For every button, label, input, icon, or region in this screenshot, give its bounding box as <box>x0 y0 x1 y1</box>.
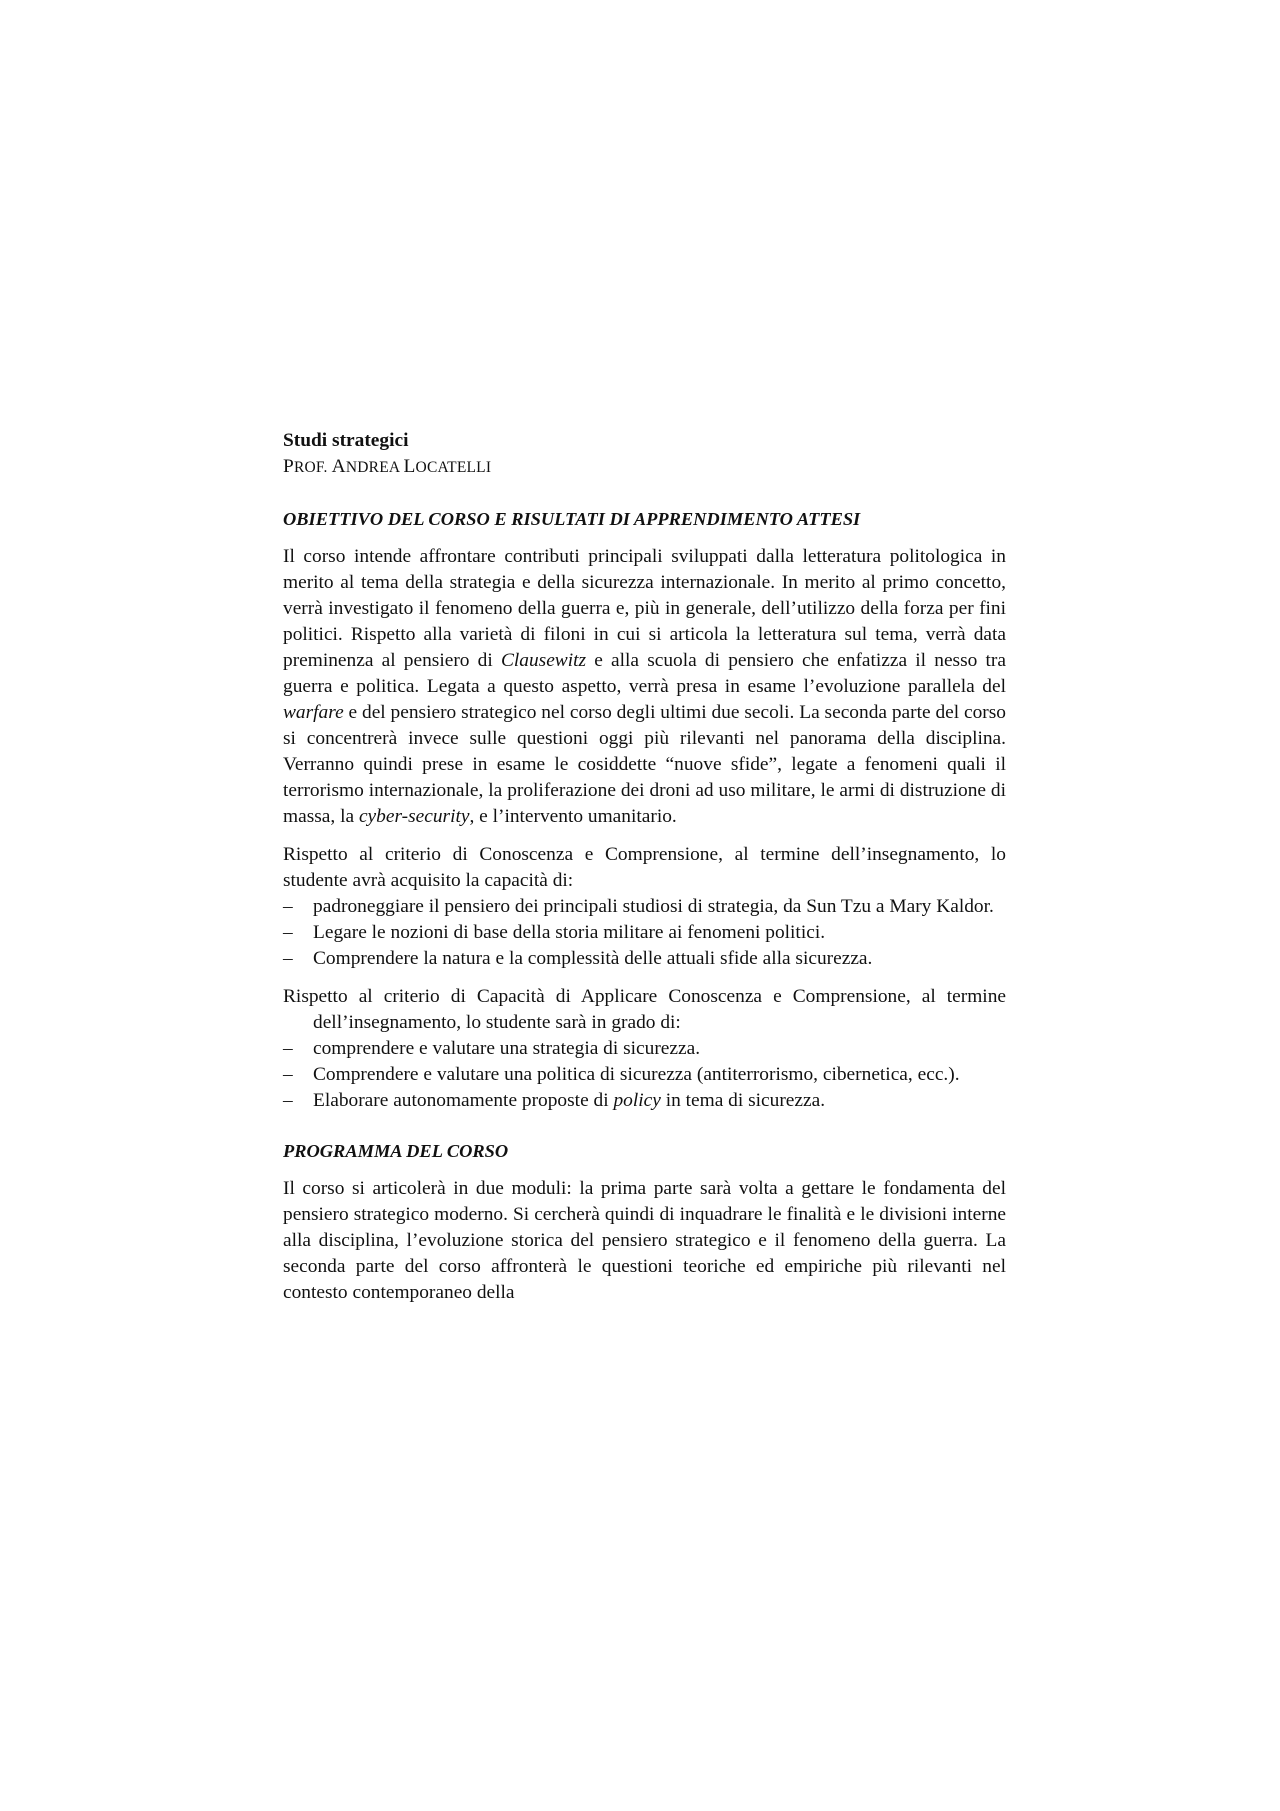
dash-marker: – <box>283 922 293 943</box>
list-item <box>283 946 1006 972</box>
intro-text-4: , e l’intervento umanitario. <box>469 806 677 827</box>
applying-list <box>283 1036 1006 1114</box>
objectives-intro-paragraph <box>283 544 1006 830</box>
professor-last-rest: OCATELLI <box>415 459 492 476</box>
professor-prefix-initial: P <box>283 456 294 477</box>
intro-italic-cyber-security: cyber-security <box>358 806 470 827</box>
list-item-text: Legare le nozioni di base della storia militare ai fenomeni politici. <box>313 922 826 943</box>
intro-italic-warfare: warfare <box>283 702 344 723</box>
list-item <box>283 920 1006 946</box>
intro-italic-clausewitz: Clausewitz <box>500 650 587 671</box>
list-item-text-end: in tema di sicurezza. <box>660 1090 826 1111</box>
objectives-heading: OBIETTIVO DEL CORSO E RISULTATI DI APPRENDIMENTO ATTESI <box>283 509 861 529</box>
list-item <box>283 894 1006 920</box>
list-item <box>283 1036 1006 1062</box>
program-paragraph: Il corso si articolerà in due moduli: la prima parte sarà volta a gettare le fondamenta del pensiero strategico moderno. Si cercherà quindi di inquadrare le finalità e le divisioni interne alla disciplina, l’evoluzione storica del pensiero strategico e il fenomeno della guerra. La seconda parte del corso affronterà le questioni teoriche ed empiriche più rilevanti nel contesto contemporaneo della <box>283 1178 1006 1303</box>
intro-text-2: e alla scuola di pensiero che enfatizza il nesso tra guerra e politica. Legata a questo aspetto, verrà presa in esame l’evoluzione parallela del <box>283 650 1006 697</box>
list-item <box>283 1062 1006 1088</box>
list-item-text: Comprendere e valutare una politica di sicurezza (antiterrorismo, cibernetica, ecc.). <box>313 1064 960 1085</box>
list-item-text: comprendere e valutare una strategia di sicurezza. <box>313 1038 701 1059</box>
list-item-text: padroneggiare il pensiero dei principali studiosi di strategia, da Sun Tzu a Mary Kaldor. <box>313 896 994 917</box>
knowledge-intro: Rispetto al criterio di Conoscenza e Comprensione, al termine dell’insegnamento, lo studente avrà acquisito la capacità di: <box>283 844 1006 891</box>
professor-first-initial: A <box>331 456 346 477</box>
dash-marker: – <box>283 948 293 969</box>
list-item-text: Comprendere la natura e la complessità delle attuali sfide alla sicurezza. <box>313 948 873 969</box>
list-item <box>283 1088 1006 1114</box>
knowledge-list <box>283 894 1006 972</box>
dash-marker: – <box>283 1064 293 1085</box>
dash-marker: – <box>283 1038 293 1059</box>
professor-prefix-rest: ROF. <box>293 459 328 476</box>
list-item-text-start: Elaborare autonomamente proposte di <box>313 1090 614 1111</box>
document-page <box>283 428 1006 1306</box>
professor-last-initial: L <box>403 456 416 477</box>
intro-text-1: Il corso intende affrontare contributi principali sviluppati dalla letteratura politologica in merito al tema della strategia e della sicurezza internazionale. In merito al primo concetto, verrà investigato il fenomeno della guerra e, più in generale, dell’utilizzo della forza per fini politici. Rispetto alla varietà di filoni in cui si articola la letteratura sul tema, verrà data preminenza al pensiero di <box>283 546 1006 671</box>
professor-name <box>283 456 1006 479</box>
list-item-italic-policy: policy <box>613 1090 661 1111</box>
dash-marker: – <box>283 896 293 917</box>
intro-text-3: e del pensiero strategico nel corso degli ultimi due secoli. La seconda parte del corso si concentrerà invece sulle questioni oggi più rilevanti nel panorama della disciplina. Verranno quindi prese in esame le cosiddette “nuove sfide”, legate a fenomeni quali il terrorismo internazionale, la proliferazione dei droni ad uso militare, le armi di distruzione di massa, la <box>283 702 1006 827</box>
course-title: Studi strategici <box>283 430 409 451</box>
program-heading: PROGRAMMA DEL CORSO <box>283 1141 509 1161</box>
dash-marker: – <box>283 1090 293 1111</box>
professor-first-rest: NDREA <box>345 459 400 476</box>
applying-intro: Rispetto al criterio di Capacità di Applicare Conoscenza e Comprensione, al termine dell’insegnamento, lo studente sarà in grado di: <box>283 986 1006 1033</box>
